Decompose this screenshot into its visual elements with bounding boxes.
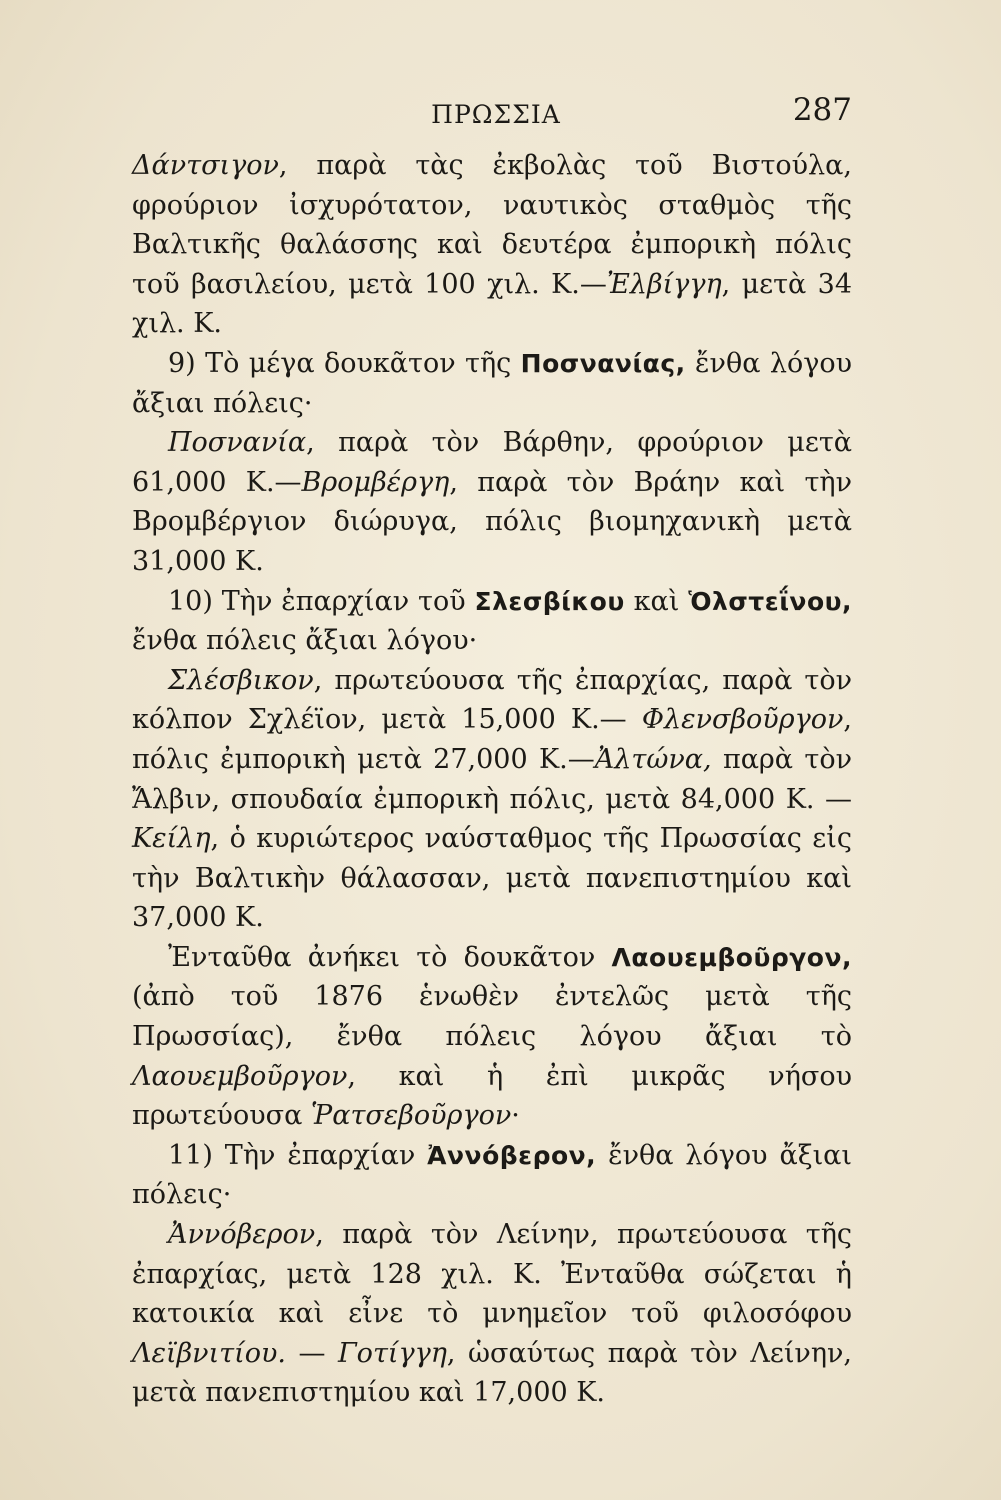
text-run: 10) Τὴν ἐπαρχίαν τοῦ [168, 585, 475, 617]
paragraph [132, 1215, 852, 1413]
paragraph [132, 146, 852, 344]
text-run: Ἐνταῦθα ἀνήκει τὸ δουκᾶτον [168, 941, 612, 973]
text-run: , ὡσαύτως παρὰ τὸν Λείνην, μετὰ πανεπιστημίου καὶ 17,000 Κ. [132, 1337, 852, 1409]
body-text [132, 146, 852, 1413]
paragraph [132, 344, 852, 423]
paragraph [132, 661, 852, 938]
paragraph [132, 582, 852, 661]
page-header [140, 92, 852, 132]
page-number: 287 [792, 92, 852, 128]
text-run: ἔνθα πόλεις ἄξιαι λόγου· [132, 625, 478, 657]
text-run: , παρὰ τὸν Βράην καὶ τὴν Βρομβέργιον διώρυγα, πόλις βιομηχανικὴ μετὰ 31,000 Κ. [132, 466, 852, 577]
text-run: · [511, 1100, 520, 1132]
text-run: , παρὰ τὸν Βάρθην, φρούριον μετὰ 61,000 Κ.— [132, 427, 852, 498]
text-run: , παρὰ τὰς ἐκβολὰς τοῦ Βιστούλα, φρούριον ἰσχυρότατον, ναυτικὸς σταθμὸς τῆς Βαλτικῆς θαλάσσης καὶ δευτέρα ἐμπορικὴ πόλις τοῦ βασιλείου, μετὰ 100 χιλ. Κ.— [132, 150, 852, 300]
italic-name: Ἀλτώνα, [594, 743, 712, 775]
italic-name: Γοτίγγη [337, 1337, 447, 1369]
bold-heading: Ἀννόβερον, [427, 1140, 597, 1170]
text-run: , πόλις ἐμπορικὴ μετὰ 27,000 Κ.— [132, 704, 852, 775]
bold-heading: Σλεσβίκου [474, 586, 625, 616]
paragraph [132, 1136, 852, 1215]
text-run: , μετὰ 34 χιλ. Κ. [132, 268, 853, 340]
italic-name: Ἀννόβερον [168, 1219, 316, 1251]
italic-name: Ποσνανία [168, 427, 307, 459]
text-run: , παρὰ τὸν Λείνην, πρωτεύουσα τῆς ἐπαρχίας, μετὰ 128 χιλ. Κ. Ἐνταῦθα σώζεται ἡ κατοικία καὶ εἶνε τὸ μνημεῖον τοῦ φιλοσόφου [132, 1219, 852, 1330]
bold-heading: Ποσνανίας, [520, 348, 686, 378]
italic-name: Κείλη [132, 823, 211, 855]
text-run: 11) Τὴν ἐπαρχίαν [168, 1139, 428, 1171]
italic-name: Λαουεμβοῦργον [132, 1060, 348, 1092]
text-run: ἔνθα λόγου ἄξιαι πόλεις· [132, 347, 853, 419]
bold-heading: Ὁλστεΐνου, [688, 586, 853, 616]
text-run: καὶ [624, 585, 689, 617]
text-run: 9) Τὸ μέγα δουκᾶτον τῆς [168, 347, 521, 379]
bold-heading: Λαουεμβοῦργον, [611, 942, 852, 972]
text-run: (ἀπὸ τοῦ 1876 ἑνωθὲν ἐντελῶς μετὰ τῆς Πρωσσίας), ἔνθα πόλεις λόγου ἄξιαι τὸ [132, 981, 852, 1053]
paragraph [132, 423, 852, 581]
text-run: , ὁ κυριώτερος ναύσταθμος τῆς Πρωσσίας εἰς τὴν Βαλτικὴν θάλασσαν, μετὰ πανεπιστημίου καὶ 37,000 Κ. [132, 823, 852, 934]
italic-name: Βρομβέργη [301, 466, 450, 498]
italic-name: Δάντσιγον [132, 150, 279, 181]
text-run: , καὶ ἡ ἐπὶ μικρᾶς νήσου πρωτεύουσα [132, 1060, 852, 1132]
italic-name: Σλέσβικον [168, 664, 314, 696]
text-run: παρὰ τὸν Ἄλβιν, σπουδαία ἐμπορικὴ πόλις, μετὰ 84,000 Κ. — [132, 743, 853, 815]
text-run: ἔνθα λόγου ἄξιαι πόλεις· [132, 1139, 852, 1211]
italic-name: Λεϊβνιτίου. [132, 1337, 286, 1369]
running-title: ΠΡΩΣΣΙΑ [431, 100, 561, 129]
paragraph [132, 938, 852, 1136]
text-run: , πρωτεύουσα τῆς ἐπαρχίας, παρὰ τὸν κόλπον Σχλέϊον, μετὰ 15,000 Κ.— [132, 664, 852, 736]
italic-name: Φλενσβοῦργον [641, 704, 844, 736]
italic-name: Ῥατσεβοῦργον [310, 1100, 512, 1132]
text-run: — [285, 1337, 338, 1369]
italic-name: Ἐλβίγγη [606, 268, 722, 300]
